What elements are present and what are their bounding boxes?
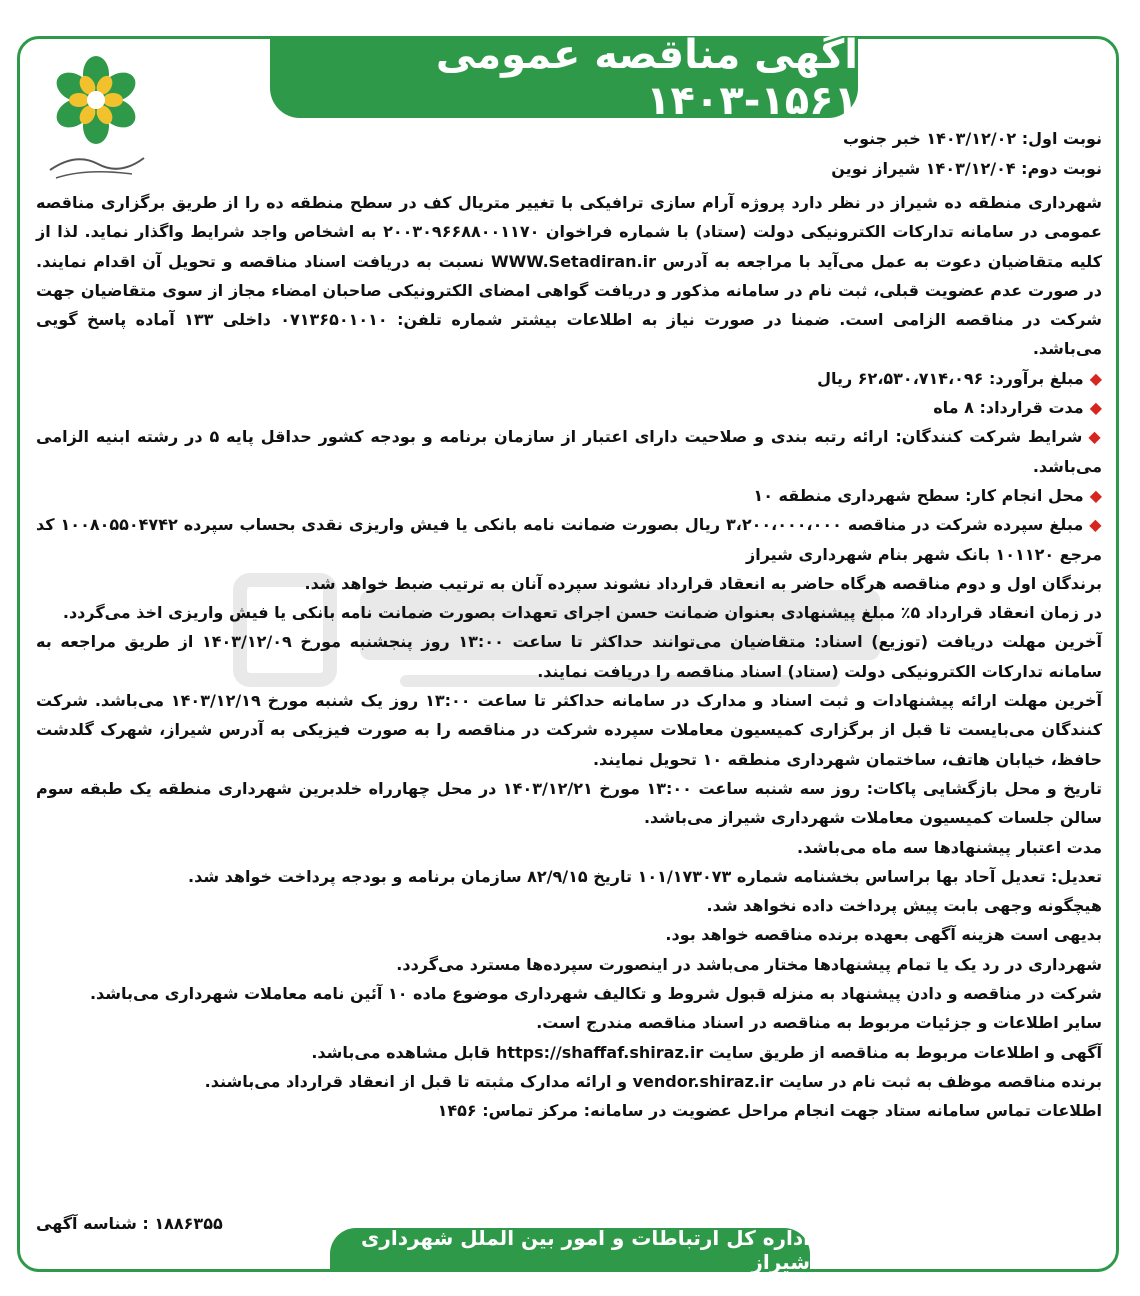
tender-body	[36, 188, 1102, 1126]
second-publication: نوبت دوم: ۱۴۰۳/۱۲/۰۴ شیراز نوین	[831, 159, 1102, 178]
ad-identifier: ۱۸۸۶۳۵۵ : شناسه آگهی	[36, 1214, 223, 1233]
paragraph: آخرین مهلت دریافت (توزیع) اسناد: متقاضیان می‌توانند حداکثر تا ساعت ۱۳:۰۰ روز پنجشنبه مورخ ۱۴۰۳/۱۲/۰۹ از طریق مراجعه به سامانه تدارکات الکترونیکی دولت (ستاد) اسناد مناقصه را دریافت نمایند.	[36, 632, 1103, 681]
title-banner	[270, 32, 858, 124]
page-title: آگهی مناقصه عمومی ۱۵۶۱-۱۴۰۳	[435, 32, 858, 124]
bullet-item: ◆مدت قرارداد: ۸ ماه	[933, 398, 1102, 418]
bullet-item: ◆محل انجام کار: سطح شهرداری منطقه ۱۰	[753, 485, 1102, 505]
paragraph: برنده مناقصه موظف به ثبت نام در سایت vendor.shiraz.ir و ارائه مدارک مثبته تا قبل از انعقاد قرارداد می‌باشند.	[204, 1071, 1102, 1091]
paragraph: در زمان انعقاد قرارداد ۵٪ مبلغ پیشنهادی بعنوان ضمانت حسن اجرای تعهدات بصورت ضمانت نامه بانکی یا فیش واریزی اخذ می‌گردد.	[62, 603, 1102, 623]
paragraph: هیچگونه وجهی بابت پیش پرداخت داده نخواهد شد.	[706, 896, 1102, 916]
paragraph: برندگان اول و دوم مناقصه هرگاه حاضر به انعقاد قرارداد نشوند سپرده آنان به ترتیب ضبط خواهد شد.	[304, 573, 1102, 593]
diamond-bullet-icon: ◆	[1089, 515, 1102, 535]
first-publication: نوبت اول: ۱۴۰۳/۱۲/۰۲ خبر جنوب	[843, 129, 1102, 148]
publication-schedule	[502, 124, 1102, 184]
paragraph: آخرین مهلت ارائه پیشنهادات و ثبت اسناد و مدارک در سامانه حداکثر تا ساعت ۱۳:۰۰ روز یک شنبه مورخ ۱۴۰۳/۱۲/۱۹ می‌باشد. شرکت کنندگان می‌بایست تا قبل از برگزاری کمیسیون معاملات سپرده شرکت در مناقصه را به صورت فیزیکی به آدرس شیراز، شهرک گلدشت حافظ، خیابان هاتف، ساختمان شهرداری منطقه ۱۰ تحویل نمایند.	[36, 691, 1103, 769]
bullet-item: ◆شرایط شرکت کنندگان: ارائه رتبه بندی و صلاحیت دارای اعتبار از سازمان برنامه و بودجه کشور حداقل پایه ۵ در رشته ابنیه الزامی می‌باشد.	[36, 427, 1102, 476]
shiraz-municipality-logo	[36, 48, 156, 188]
paragraph: سایر اطلاعات و جزئیات مربوط به مناقصه در اسناد مناقصه مندرج است.	[536, 1013, 1102, 1033]
paragraph: شهرداری منطقه ده شیراز در نظر دارد پروژه آرام سازی ترافیکی با تغییر متریال کف در سطح منطقه ده را از طریق برگزاری مناقصه عمومی در سامانه تدارکات الکترونیکی دولت (ستاد) با شماره فراخوان ۲۰۰۳۰۹۶۶۸۸۰۰۱۱۷۰ به اشخاص واجد شرایط واگذار نماید. لذا از کلیه متقاضیان دعوت به عمل می‌آید با مراجعه به آدرس WWW.Setadiran.ir نسبت به دریافت اسناد مناقصه و تحویل آن اقدام نمایند. در صورت عدم عضویت قبلی، ثبت نام در سامانه مذکور و دریافت گواهی امضای الکترونیکی صاحبان امضاء مجاز از سوی متقاضیان جهت شرکت در مناقصه الزامی است. ضمنا در صورت نیاز به اطلاعات بیشتر شماره تلفن: ۰۷۱۳۶۵۰۱۰۱۰ داخلی ۱۳۳ آماده پاسخ گویی می‌باشد.	[36, 193, 1103, 359]
diamond-bullet-icon: ◆	[1088, 427, 1102, 447]
paragraph: اطلاعات تماس سامانه ستاد جهت انجام مراحل عضویت در سامانه: مرکز تماس: ۱۴۵۶	[437, 1101, 1102, 1121]
diamond-bullet-icon: ◆	[1089, 485, 1102, 505]
diamond-bullet-icon: ◆	[1089, 368, 1102, 388]
paragraph: شهرداری در رد یک یا تمام پیشنهادها مختار می‌باشد در اینصورت سپرده‌ها مسترد می‌گردد.	[396, 954, 1102, 974]
paragraph: مدت اعتبار پیشنهادها سه ماه می‌باشد.	[797, 837, 1102, 857]
flower-logo-icon	[36, 48, 156, 188]
footer-banner	[330, 1228, 810, 1272]
paragraph: بدیهی است هزینه آگهی بعهده برنده مناقصه خواهد بود.	[665, 925, 1102, 945]
paragraph: شرکت در مناقصه و دادن پیشنهاد به منزله قبول شروط و تکالیف شهرداری موضوع ماده ۱۰ آئین نامه معاملات شهرداری می‌باشد.	[89, 984, 1102, 1004]
paragraph: تاریخ و محل بازگشایی پاکات: روز سه شنبه ساعت ۱۳:۰۰ مورخ ۱۴۰۳/۱۲/۲۱ در محل چهارراه خلدبرین شهرداری منطقه یک طبقه سوم سالن جلسات کمیسیون معاملات شهرداری شیراز می‌باشد.	[36, 778, 1102, 828]
diamond-bullet-icon: ◆	[1089, 398, 1102, 418]
paragraph: آگهی و اطلاعات مربوط به مناقصه از طریق سایت https://shaffaf.shiraz.ir قابل مشاهده می‌باشد.	[311, 1042, 1102, 1062]
paragraph: تعدیل: تعدیل آحاد بها براساس بخشنامه شماره ۱۰۱/۱۷۳۰۷۳ تاریخ ۸۲/۹/۱۵ سازمان برنامه و بودجه پرداخت خواهد شد.	[188, 866, 1102, 886]
footer-text: اداره کل ارتباطات و امور بین الملل شهرداری شیراز	[361, 1226, 810, 1274]
bullet-item: ◆مبلغ سپرده شرکت در مناقصه ۳،۲۰۰،۰۰۰،۰۰۰ ریال بصورت ضمانت نامه بانکی یا فیش واریزی نقدی بحساب سپرده ۱۰۰۸۰۵۵۰۴۷۴۲ کد مرجع ۱۰۱۱۲۰ بانک شهر بنام شهرداری شیراز	[36, 515, 1102, 564]
bullet-item: ◆مبلغ برآورد: ۶۲،۵۳۰،۷۱۴،۰۹۶ ریال	[817, 368, 1102, 388]
